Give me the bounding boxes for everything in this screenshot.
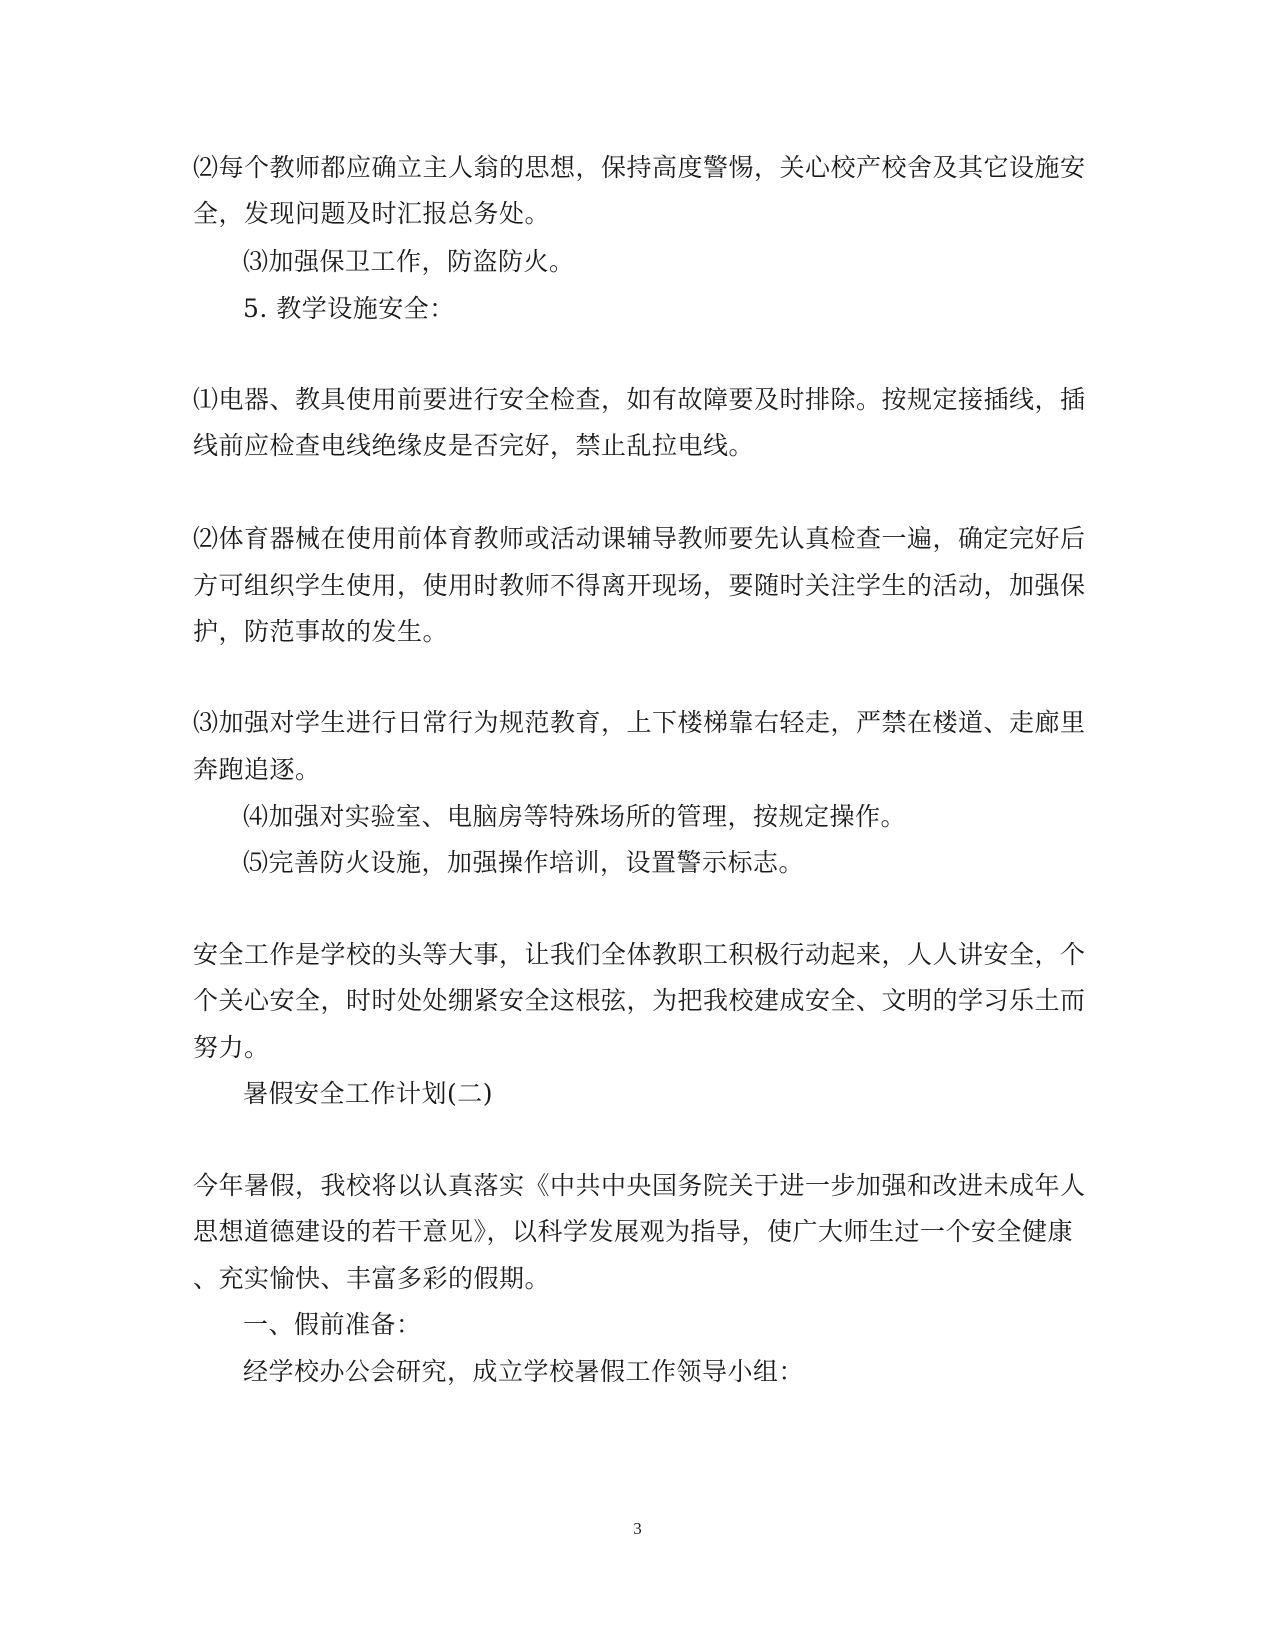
paragraph-line: 努力。 [193, 1033, 270, 1062]
paragraph-line: ⑵体育器械在使用前体育教师或活动课辅导教师要先认真检查一遍，确定完好后 [193, 524, 1086, 553]
paragraph-line: ⑴电器、教具使用前要进行安全检查，如有故障要及时排除。按规定接插线，插 [193, 385, 1086, 414]
paragraph-line: 今年暑假，我校将以认真落实《中共中央国务院关于进一步加强和改进未成年人 [193, 1171, 1086, 1200]
section-heading: 一、假前准备： [243, 1310, 422, 1339]
page-number: 3 [633, 1519, 642, 1538]
section-title: 暑假安全工作计划(二) [243, 1079, 494, 1108]
paragraph-line: ⑶加强保卫工作，防盗防火。 [243, 247, 575, 276]
paragraph-line: 经学校办公会研究，成立学校暑假工作领导小组： [243, 1357, 805, 1386]
section-heading: 5. 教学设施安全： [243, 294, 455, 323]
paragraph-line: ⑶加强对学生进行日常行为规范教育，上下楼梯靠右轻走，严禁在楼道、走廊里 [193, 708, 1086, 737]
paragraph-line: 安全工作是学校的头等大事，让我们全体教职工积极行动起来，人人讲安全，个 [193, 940, 1086, 969]
paragraph-line: 、充实愉快、丰富多彩的假期。 [193, 1264, 551, 1293]
paragraph-line: 护，防范事故的发生。 [193, 617, 449, 646]
paragraph-line: 思想道德建设的若干意见》，以科学发展观为指导，使广大师生过一个安全健康 [193, 1217, 1074, 1246]
paragraph-line: 线前应检查电线绝缘皮是否完好，禁止乱拉电线。 [193, 431, 755, 460]
paragraph-line: ⑸完善防火设施，加强操作培训，设置警示标志。 [243, 848, 805, 877]
paragraph-line: ⑵每个教师都应确立主人翁的思想，保持高度警惕，关心校产校舍及其它设施安 [193, 153, 1086, 182]
paragraph-line: 全，发现问题及时汇报总务处。 [193, 199, 551, 228]
paragraph-line: ⑷加强对实验室、电脑房等特殊场所的管理，按规定操作。 [243, 802, 907, 831]
paragraph-line: 方可组织学生使用，使用时教师不得离开现场，要随时关注学生的活动，加强保 [193, 571, 1086, 600]
paragraph-line: 奔跑追逐。 [193, 755, 321, 784]
paragraph-line: 个关心安全，时时处处绷紧安全这根弦，为把我校建成安全、文明的学习乐土而 [193, 986, 1086, 1015]
